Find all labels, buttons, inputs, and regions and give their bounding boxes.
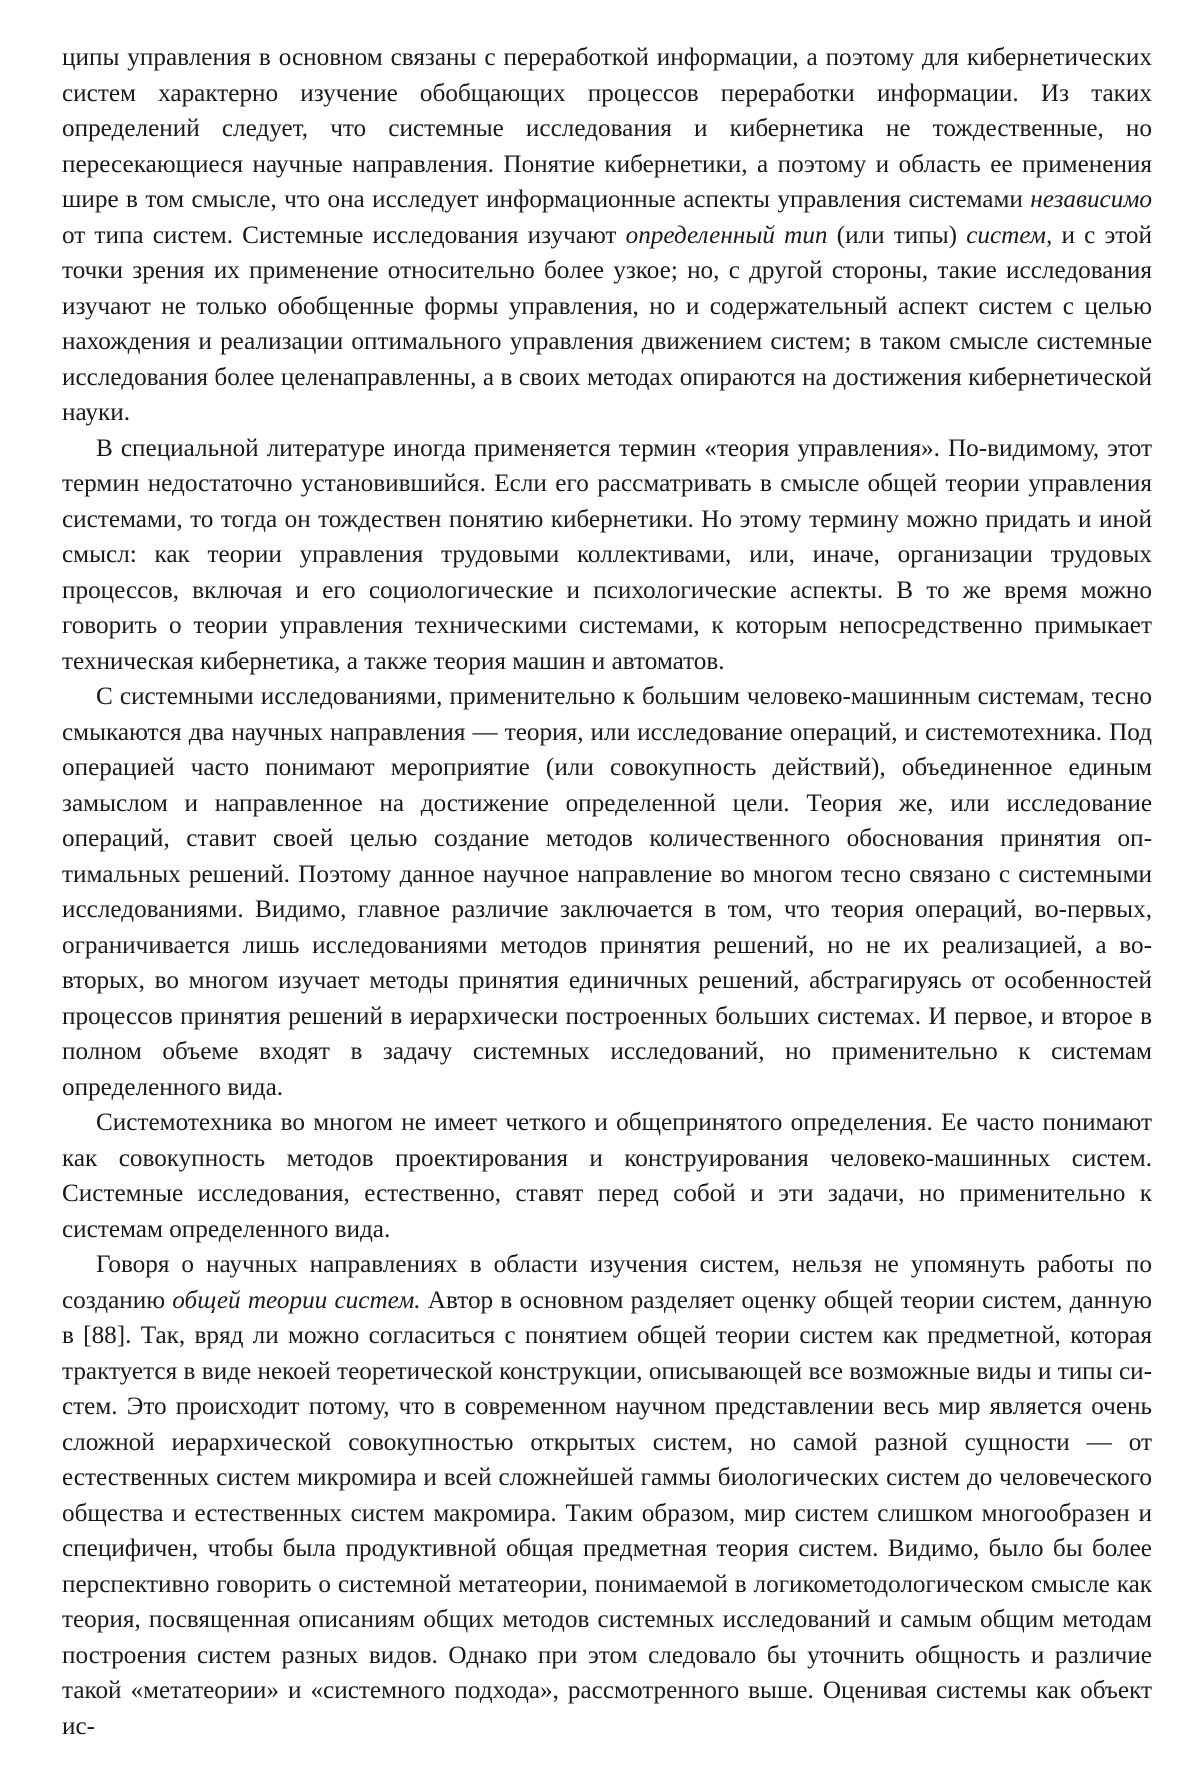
paragraph-1-text-c: (или типы) <box>827 221 967 249</box>
paragraph-3-text: С системными исследованиями, применительно к большим человеко-машинным системам, тесно смыкаются два научных направления — теория, или исследование операций, и системотехника. Под операцией часто понимают мероприятие (или совокупность действий), объединенное единым замыслом и направленное на достижение определенной цели. Теория же, или исследование операций, ставит своей целью создание методов количественного обоснования принятия оптимальных решений. Поэтому данное научное направление во многом тесно связано с системными исследованиями. Видимо, главное различие заключается в том, что теория операций, во-первых, ограничивается лишь исследованиями методов принятия решений, но не их реализацией, а во-вторых, во многом изучает методы принятия единичных решений, абстрагируясь от особенностей процессов принятия решений в иерархически построенных больших системах. И первое, и второе в полном объеме входят в задачу системных исследований, но применительно к системам определенного вида. <box>62 683 1152 1101</box>
paragraph-5-text-b: Автор в основном разделяет оценку общей теории систем, данную в [88]. Так, вряд ли можно согласиться с понятием общей теории систем как предметной, которая трактуется в виде некоей теоретической конструкции, описывающей все возможные виды и типы систем. Это происходит потому, что в современном научном представлении весь мир является очень сложной иерархической совокупностью открытых систем, но самой разной сущности — от естественных систем микромира и всей сложнейшей гаммы биологических систем до человеческого общества и естественных систем макромира. Таким образом, мир систем слишком многообразен и специфичен, чтобы была продуктивной общая предметная теория систем. Видимо, было бы более перспективно говорить о системной метатеории, понимаемой в логикометодологическом смысле как теория, посвященная описаниям общих методов системных исследований и самым общим методам построения систем разных видов. Однако при этом следовало бы уточнить общность и различие такой «метатеории» и «системного подхода», рассмотренного выше. Оценивая системы как объект ис- <box>62 1286 1153 1740</box>
document-page <box>62 40 1152 1744</box>
paragraph-5-text-a: Говоря о научных направлениях в области изучения систем, нельзя не упомянуть работы по созданию <box>62 1251 1152 1314</box>
paragraph-1-text-a: ципы управления в основном связаны с переработкой информации, а поэтому для кибернетических систем характерно изучение обобщающих процессов переработки информации. Из таких определений следует, что системные исследования и кибернетика не тождественные, но пересекающиеся научные направления. Понятие кибернетики, а поэтому и область ее применения шире в том смысле, что она исследует информационные аспекты управления системами <box>62 44 1152 213</box>
paragraph-4 <box>62 1105 1152 1247</box>
italic-opredelenny-tip: определенный тип <box>625 221 828 249</box>
paragraph-1-text-b: от типа систем. Системные исследования изучают <box>62 221 626 249</box>
paragraph-2 <box>62 431 1152 680</box>
italic-obshchey-teorii-sistem: общей теории систем. <box>172 1286 421 1314</box>
paragraph-5 <box>62 1247 1152 1744</box>
paragraph-1 <box>62 40 1152 431</box>
paragraph-2-text: В специальной литературе иногда применяется термин «теория управления». По-видимому, этот термин недостаточно установившийся. Если его рассматривать в смысле общей теории управления системами, то тогда он тождествен понятию кибернетики. Но этому термину можно придать и иной смысл: как теории управления трудовыми коллективами, или, иначе, организации трудовых процессов, включая и его социологические и психологические аспекты. В то же время можно говорить о теории управления техническими системами, к которым непосредственно примыкает техническая кибернетика, а также теория машин и автоматов. <box>62 434 1152 675</box>
paragraph-3 <box>62 679 1152 1105</box>
italic-nezavisimo: независимо <box>1030 186 1152 213</box>
italic-sistem: систем, <box>966 221 1053 249</box>
paragraph-4-text: Системотехника во многом не имеет четкого и общепринятого определения. Ее часто понимают как совокупность методов проектирования и конструирования человеко-машинных систем. Системные исследования, естественно, ставят перед собой и эти задачи, но применительно к системам определенного вида. <box>62 1109 1152 1243</box>
paragraph-1-text-d: и с этой точки зрения их применение относительно более узкое; но, с другой стороны, такие исследования изучают не только обобщенные формы управления, но и содержательный аспект систем с целью нахождения и реализации оптимального управления движением систем; в таком смысле системные исследования более целенаправленны, а в своих методах опираются на достижения кибернетической науки. <box>62 221 1153 426</box>
